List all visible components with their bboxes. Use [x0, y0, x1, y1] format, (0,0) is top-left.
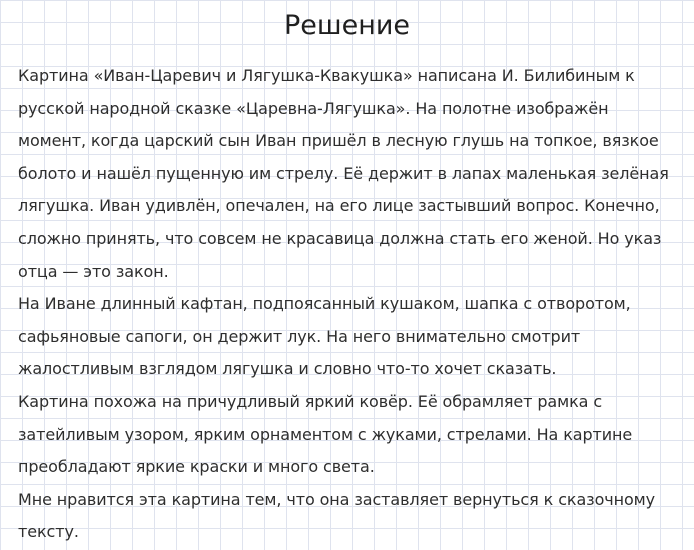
text-line: русской народной сказке «Царевна-Лягушка». На полотне изображён	[18, 98, 609, 118]
text-line: Картина похожа на причудливый яркий ковёр. Её обрамляет рамка с	[18, 391, 603, 411]
text-line: сафьяновые сапоги, он держит лук. На него внимательно смотрит	[18, 326, 581, 346]
text-line: момент, когда царский сын Иван пришёл в лесную глушь на топкое, вязкое	[18, 131, 659, 151]
text-line: лягушка. Иван удивлён, опечален, на его лице застывший вопрос. Конечно,	[18, 196, 660, 216]
text-line: преобладают яркие краски и много света.	[18, 457, 375, 477]
text-line: затейливым узором, ярким орнаментом с жуками, стрелами. На картине	[18, 424, 633, 444]
text-line: болото и нашёл пущенную им стрелу. Её держит в лапах маленькая зелёная	[18, 163, 669, 183]
text-line: На Иване длинный кафтан, подпоясанный кушаком, шапка с отворотом,	[18, 294, 631, 314]
text-line: Картина «Иван-Царевич и Лягушка-Квакушка» написана И. Билибиным к	[18, 66, 635, 85]
text-line: тексту.	[18, 522, 79, 542]
text-line: сложно принять, что совсем не красавица должна стать его женой. Но указ	[18, 228, 662, 248]
text-line: жалостливым взглядом лягушка и словно что-то хочет сказать.	[18, 359, 557, 379]
text-line: Мне нравится эта картина тем, что она заставляет вернуться к сказочному	[18, 489, 655, 509]
solution-text	[18, 60, 684, 549]
page-title: Решение	[283, 10, 411, 41]
text-line: отца — это закон.	[18, 261, 169, 281]
